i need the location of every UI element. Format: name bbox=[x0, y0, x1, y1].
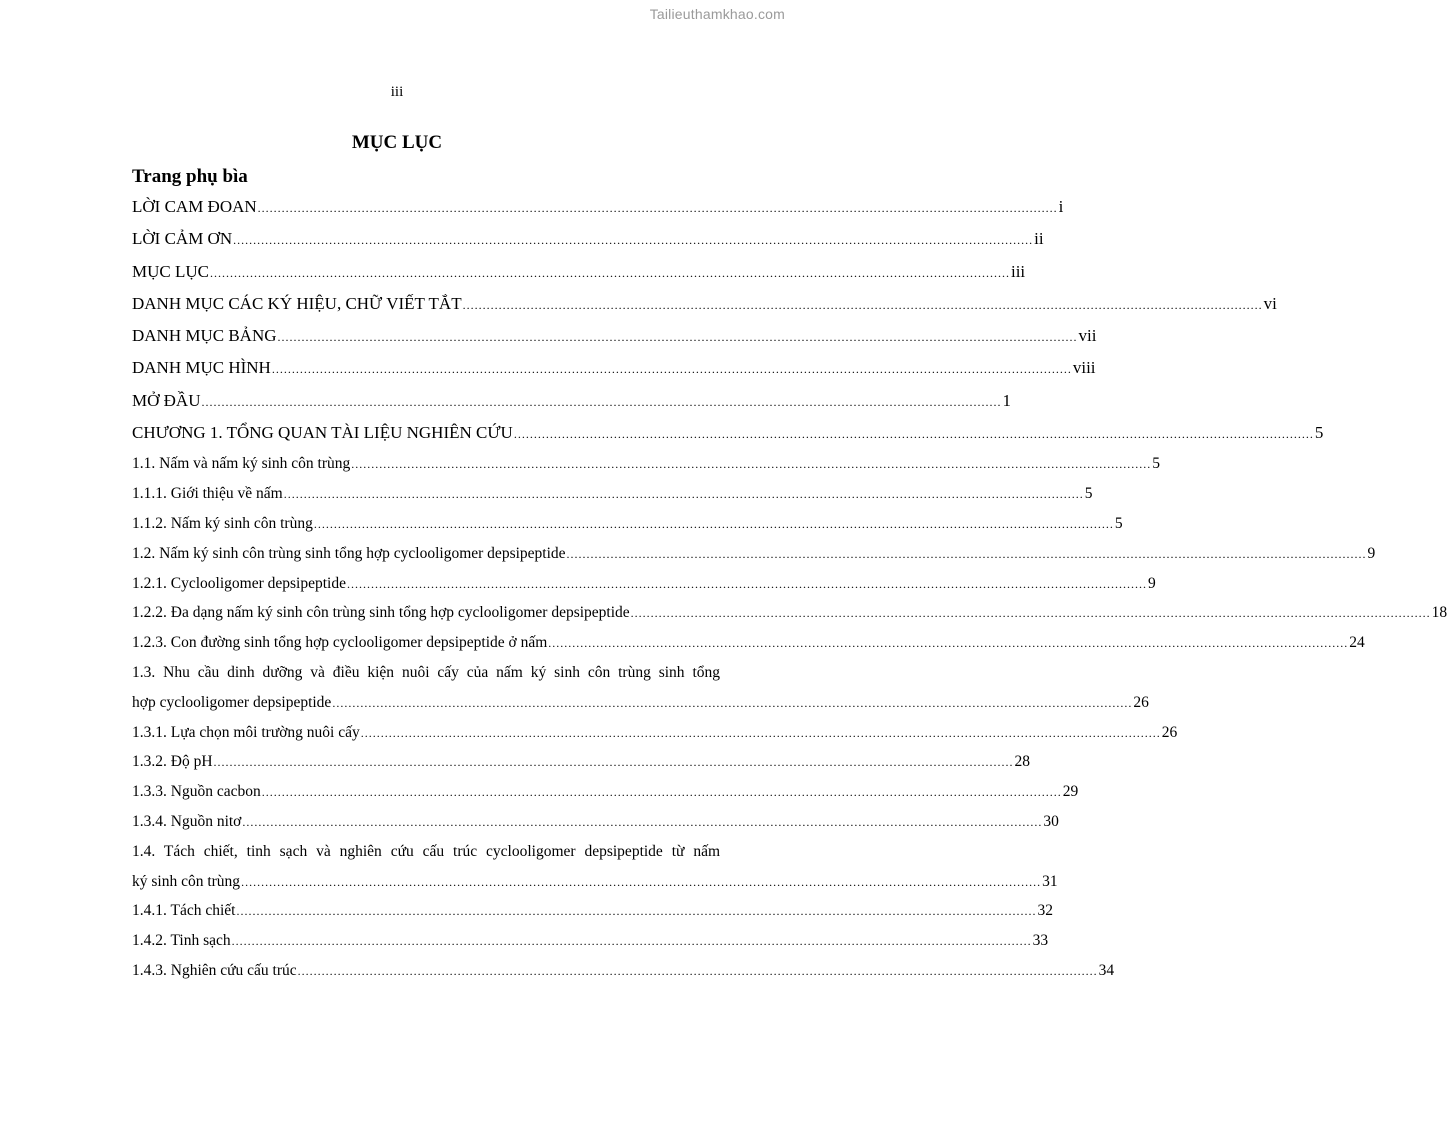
toc-entry-title: 1.2.3. Con đường sinh tổng hợp cyclooligomer depsipeptide ở nấm bbox=[132, 634, 548, 652]
toc-entry[interactable] bbox=[132, 896, 1053, 926]
toc-leader-dots: ........................................................................................................................................................................................................ bbox=[283, 487, 1084, 502]
toc-entry-page: 9 bbox=[1147, 574, 1156, 592]
toc-entry-title: 1.4.1. Tách chiết bbox=[132, 902, 236, 920]
toc-entry[interactable] bbox=[132, 320, 1097, 352]
toc-leader-dots: ........................................................................................................................................................................................................ bbox=[236, 904, 1037, 919]
toc-entry[interactable] bbox=[132, 867, 1058, 897]
toc-entry-page: 29 bbox=[1062, 783, 1079, 801]
toc-leader-dots: ........................................................................................................................................................................................................ bbox=[231, 934, 1032, 949]
toc-leader-dots: ........................................................................................................................................................................................................ bbox=[233, 233, 1034, 248]
toc-leader-dots: ........................................................................................................................................................................................................ bbox=[277, 330, 1078, 345]
toc-entry[interactable] bbox=[132, 509, 1123, 539]
toc-entry[interactable] bbox=[132, 256, 1026, 288]
toc-entry-page: 5 bbox=[1152, 455, 1161, 473]
toc-entry-title: DANH MỤC HÌNH bbox=[132, 358, 271, 378]
toc-entry[interactable] bbox=[132, 598, 1447, 628]
toc-leader-dots: ........................................................................................................................................................................................................ bbox=[209, 265, 1010, 280]
toc-entry-title: DANH MỤC CÁC KÝ HIỆU, CHỮ VIẾT TẮT bbox=[132, 293, 462, 313]
toc-entry-title: 1.3.3. Nguồn cacbon bbox=[132, 783, 261, 801]
toc-entry[interactable] bbox=[132, 807, 1059, 837]
toc-entry[interactable] bbox=[132, 191, 1064, 223]
toc-entry[interactable] bbox=[132, 288, 1277, 320]
toc-entry-title: 1.2. Nấm ký sinh côn trùng sinh tổng hợp cyclooligomer depsipeptide bbox=[132, 544, 566, 562]
toc-leader-dots: ........................................................................................................................................................................................................ bbox=[257, 201, 1058, 215]
toc-entry-title: DANH MỤC BẢNG bbox=[132, 326, 277, 346]
toc-leader-dots: ........................................................................................................................................................................................................ bbox=[332, 695, 1133, 710]
page-number: iii bbox=[390, 84, 404, 100]
toc-entry-title: MỤC LỤC bbox=[132, 261, 209, 281]
toc-entry-title: 1.3.2. Độ pH bbox=[132, 753, 213, 771]
toc-entry[interactable] bbox=[132, 747, 1031, 777]
toc-entry[interactable] bbox=[132, 479, 1093, 509]
toc-entry[interactable] bbox=[132, 718, 1178, 748]
toc-entry[interactable] bbox=[132, 926, 1049, 956]
toc-entry-page: 32 bbox=[1037, 902, 1053, 920]
toc-leader-dots: ........................................................................................................................................................................................................ bbox=[201, 394, 1002, 409]
toc-entry-page: iii bbox=[1010, 261, 1026, 281]
toc-leader-dots: ........................................................................................................................................................................................................ bbox=[271, 362, 1072, 377]
toc-entry-title: 1.4.3. Nghiên cứu cấu trúc bbox=[132, 961, 297, 979]
toc-entry[interactable] bbox=[132, 385, 1011, 417]
toc-entry-page: 28 bbox=[1014, 753, 1031, 771]
toc-entry[interactable] bbox=[132, 688, 1149, 718]
toc-entry-page: 26 bbox=[1161, 723, 1178, 741]
toc-entry-title: 1.1.1. Giới thiệu về nấm bbox=[132, 485, 283, 503]
toc-entry-page: 5 bbox=[1114, 514, 1123, 532]
toc-entry-page: 33 bbox=[1032, 932, 1049, 950]
toc-leader-dots: ........................................................................................................................................................................................................ bbox=[313, 516, 1114, 531]
toc-entry-title: LỜI CẢM ƠN bbox=[132, 229, 233, 249]
toc-leader-dots: ........................................................................................................................................................................................................ bbox=[548, 636, 1349, 651]
toc-entry-page: 18 bbox=[1431, 604, 1447, 622]
toc-entry-title-line1: 1.3. Nhu cầu dinh dưỡng và điều kiện nuôi cấy của nấm ký sinh côn trùng sinh tổng bbox=[132, 663, 720, 681]
toc-leader-dots: ........................................................................................................................................................................................................ bbox=[213, 755, 1014, 770]
toc-entry[interactable] bbox=[132, 956, 1115, 986]
toc-entry[interactable] bbox=[132, 628, 1365, 658]
toc-leader-dots: ........................................................................................................................................................................................................ bbox=[566, 546, 1367, 561]
table-of-contents bbox=[132, 162, 1447, 986]
toc-entry-page: 34 bbox=[1098, 961, 1115, 979]
toc-entry-page: 5 bbox=[1084, 485, 1093, 503]
toc-entry[interactable] bbox=[132, 352, 1096, 384]
toc-leader-dots: ........................................................................................................................................................................................................ bbox=[351, 457, 1152, 472]
toc-entry-title: LỜI CAM ĐOAN bbox=[132, 197, 257, 216]
toc-leader-dots: ........................................................................................................................................................................................................ bbox=[630, 606, 1431, 621]
toc-entry-page: vi bbox=[1263, 293, 1277, 313]
toc-entry-wrap-line[interactable] bbox=[132, 658, 720, 688]
toc-entry-page: 30 bbox=[1043, 812, 1059, 830]
toc-entry-title: CHƯƠNG 1. TỔNG QUAN TÀI LIỆU NGHIÊN CỨU bbox=[132, 423, 513, 443]
toc-entry-page: 9 bbox=[1367, 544, 1376, 562]
toc-section-head: Trang phụ bìa bbox=[132, 166, 248, 187]
toc-entry[interactable] bbox=[132, 223, 1044, 255]
toc-leader-dots: ........................................................................................................................................................................................................ bbox=[360, 725, 1161, 740]
toc-entry-title: 1.3.4. Nguồn nitơ bbox=[132, 812, 242, 830]
page-title: MỤC LỤC bbox=[351, 132, 443, 153]
toc-entry-title: 1.1. Nấm và nấm ký sinh côn trùng bbox=[132, 455, 351, 473]
toc-entry-page: 26 bbox=[1133, 693, 1149, 711]
toc-entry-page: viii bbox=[1072, 358, 1096, 378]
toc-entry[interactable] bbox=[132, 539, 1376, 569]
toc-entry-title: 1.3.1. Lựa chọn môi trường nuôi cấy bbox=[132, 723, 360, 741]
toc-entry-page: vii bbox=[1078, 326, 1097, 346]
toc-entry-title: 1.2.2. Đa dạng nấm ký sinh côn trùng sinh tổng hợp cyclooligomer depsipeptide bbox=[132, 604, 630, 622]
toc-entry[interactable] bbox=[132, 569, 1156, 599]
toc-entry[interactable] bbox=[132, 449, 1161, 479]
toc-entry-title: 1.1.2. Nấm ký sinh côn trùng bbox=[132, 514, 313, 532]
toc-entry-wrap-line[interactable] bbox=[132, 837, 720, 867]
toc-leader-dots: ........................................................................................................................................................................................................ bbox=[513, 427, 1314, 442]
toc-leader-dots: ........................................................................................................................................................................................................ bbox=[241, 874, 1042, 889]
toc-entry[interactable] bbox=[132, 417, 1324, 449]
toc-entry[interactable] bbox=[132, 777, 1079, 807]
toc-entry-title: ký sinh côn trùng bbox=[132, 872, 241, 890]
toc-entry-page: 5 bbox=[1314, 423, 1324, 443]
toc-entry-title-line1: 1.4. Tách chiết, tinh sạch và nghiên cứu cấu trúc cyclooligomer depsipeptide từ nấm bbox=[132, 842, 720, 860]
toc-entry-page: ii bbox=[1034, 229, 1044, 249]
toc-entry-page: 24 bbox=[1349, 634, 1365, 652]
toc-entry-page: i bbox=[1058, 197, 1064, 216]
toc-leader-dots: ........................................................................................................................................................................................................ bbox=[242, 814, 1043, 829]
toc-leader-dots: ........................................................................................................................................................................................................ bbox=[462, 297, 1263, 312]
toc-entry-page: 1 bbox=[1002, 390, 1011, 410]
toc-entry-title: MỞ ĐẦU bbox=[132, 390, 201, 410]
toc-entry-title: 1.2.1. Cyclooligomer depsipeptide bbox=[132, 574, 346, 592]
watermark-text: Tailieuthamkhao.com bbox=[649, 6, 785, 22]
toc-leader-dots: ........................................................................................................................................................................................................ bbox=[261, 785, 1062, 800]
toc-entry-title: 1.4.2. Tinh sạch bbox=[132, 932, 231, 950]
toc-entry-title: hợp cyclooligomer depsipeptide bbox=[132, 693, 332, 711]
toc-entry-page: 31 bbox=[1042, 872, 1058, 890]
toc-leader-dots: ........................................................................................................................................................................................................ bbox=[297, 963, 1098, 978]
toc-leader-dots: ........................................................................................................................................................................................................ bbox=[346, 576, 1147, 591]
